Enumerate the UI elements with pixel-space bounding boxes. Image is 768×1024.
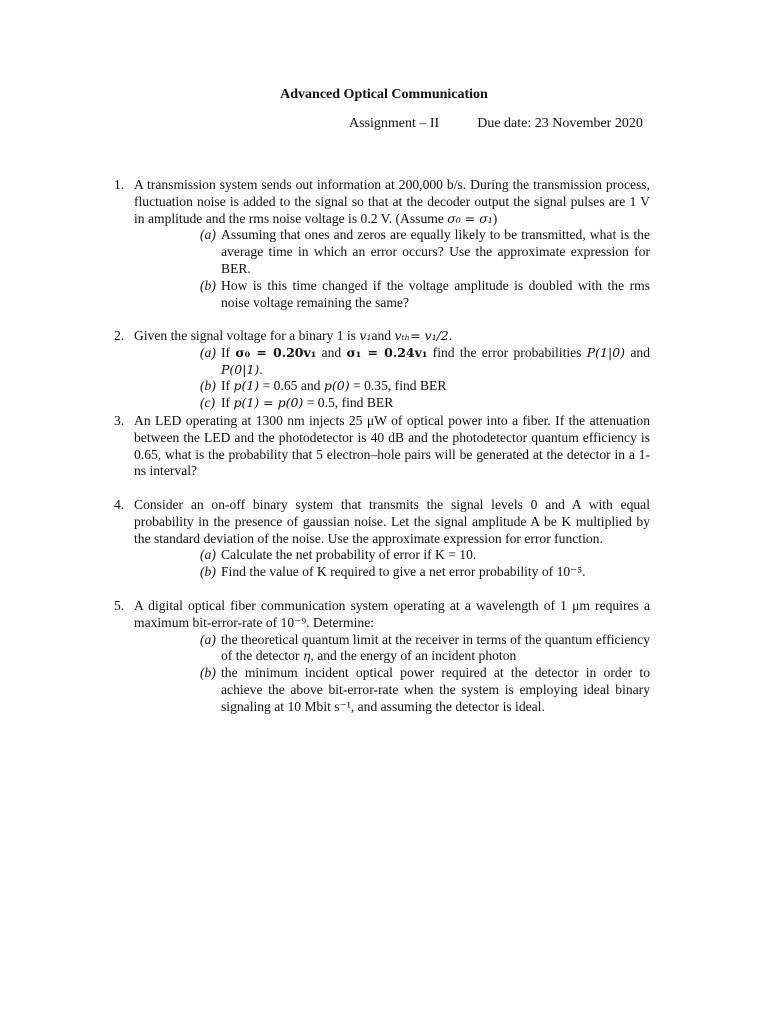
question-number: 2. xyxy=(114,328,125,343)
subquestion-label: (a) xyxy=(200,344,216,360)
subquestion-text: Calculate the net probability of error if K = 10. xyxy=(221,547,477,563)
subquestion-a: (a) If σ₀ = 0.20v₁ and σ₁ = 0.24v₁ find the error probabilities P(1|0) and P(0|1). xyxy=(200,344,650,377)
question-number: 1. xyxy=(114,177,125,192)
question-4 xyxy=(114,497,650,581)
question-1 xyxy=(114,177,650,311)
subquestion-a: (a) the theoretical quantum limit at the receiver in terms of the quantum efficiency of the detector η, and the energy of an incident photon xyxy=(200,631,650,664)
due-date: Due date: 23 November 2020 xyxy=(477,116,643,131)
math-expression: p(1) = p(0) xyxy=(233,395,304,411)
math-expression: σ₀ = σ₁ xyxy=(447,210,493,226)
question-2 xyxy=(114,328,650,412)
question-text: Consider an on-off binary system that transmits the signal levels 0 and A with equal probability in the presence of gaussian noise. Let the signal amplitude A be K multiplied by the standard deviation of the noise. Use the approximate expression for error function. xyxy=(134,497,650,546)
math-expression: P(0|1) xyxy=(221,361,260,377)
subquestion-label: (a) xyxy=(200,227,216,243)
subquestion-b: (b) If p(1) = 0.65 and p(0) = 0.35, find BER xyxy=(200,378,447,394)
document-title: Advanced Optical Communication xyxy=(280,87,488,102)
math-expression: p(0) xyxy=(323,378,350,394)
question-text: A transmission system sends out information at 200,000 b/s. During the transmission process, fluctuation noise is added to the signal so that at the decoder output the signal pulses are 1 V in amplitude and the rms noise voltage is 0.2 V. (Assume σ₀ = σ₁) xyxy=(134,177,650,226)
question-text: A digital optical fiber communication system operating at a wavelength of 1 μm requires a maximum bit-error-rate of 10⁻⁹. Determine: xyxy=(134,598,650,630)
subquestion-label: (b) xyxy=(200,564,216,580)
subquestion-label: (b) xyxy=(200,665,216,681)
assignment-meta xyxy=(349,116,643,133)
subquestion-text: Find the value of K required to give a net error probability of 10⁻⁵. xyxy=(221,564,586,580)
question-3 xyxy=(114,413,650,480)
math-expression: P(1|0) xyxy=(586,344,626,360)
subquestion-label: (c) xyxy=(200,395,216,411)
subquestion-c: (c) If p(1) = p(0) = 0.5, find BER xyxy=(200,395,394,411)
math-expression: η xyxy=(302,648,311,664)
math-expression: σ₁ = 0.24v₁ xyxy=(346,344,428,360)
question-number: 4. xyxy=(114,497,125,512)
math-expression: v₁ xyxy=(359,328,372,343)
question-5 xyxy=(114,598,650,716)
subquestion-label: (b) xyxy=(200,378,216,394)
assignment-number: Assignment – II xyxy=(349,116,440,131)
subquestion-label: (b) xyxy=(200,277,216,293)
subquestion-a xyxy=(200,227,650,277)
question-number: 3. xyxy=(114,413,125,428)
math-expression: σ₀ = 0.20v₁ xyxy=(235,344,317,360)
question-text: Given the signal voltage for a binary 1 is v₁and vₜₕ= v₁/2. xyxy=(134,328,453,343)
question-number: 5. xyxy=(114,598,125,613)
subquestion-b xyxy=(200,564,650,581)
subquestion-b xyxy=(200,665,650,715)
subquestion-label: (a) xyxy=(200,631,216,647)
subquestion-a xyxy=(200,547,650,564)
question-text: An LED operating at 1300 nm injects 25 μW of optical power into a fiber. If the attenuation between the LED and the photodetector is 40 dB and the photodetector quantum efficiency is 0.65, what is the probability that 5 electron–hole pairs will be generated at the detector in a 1-ns interval? xyxy=(134,413,650,479)
subquestion-text: How is this time changed if the voltage amplitude is doubled with the rms noise voltage remaining the same? xyxy=(221,277,650,310)
math-expression: vₜₕ= v₁/2 xyxy=(394,328,449,343)
math-expression: p(1) xyxy=(233,378,260,394)
subquestion-text: the minimum incident optical power required at the detector in order to achieve the above bit-error-rate when the system is employing ideal binary signaling at 10 Mbit s⁻¹, and assuming the detector is ideal. xyxy=(221,665,650,714)
subquestion-b xyxy=(200,278,650,312)
subquestion-label: (a) xyxy=(200,547,216,563)
subquestion-text: Assuming that ones and zeros are equally likely to be transmitted, what is the average time in which an error occurs? Use the approximate expression for BER. xyxy=(221,227,650,276)
